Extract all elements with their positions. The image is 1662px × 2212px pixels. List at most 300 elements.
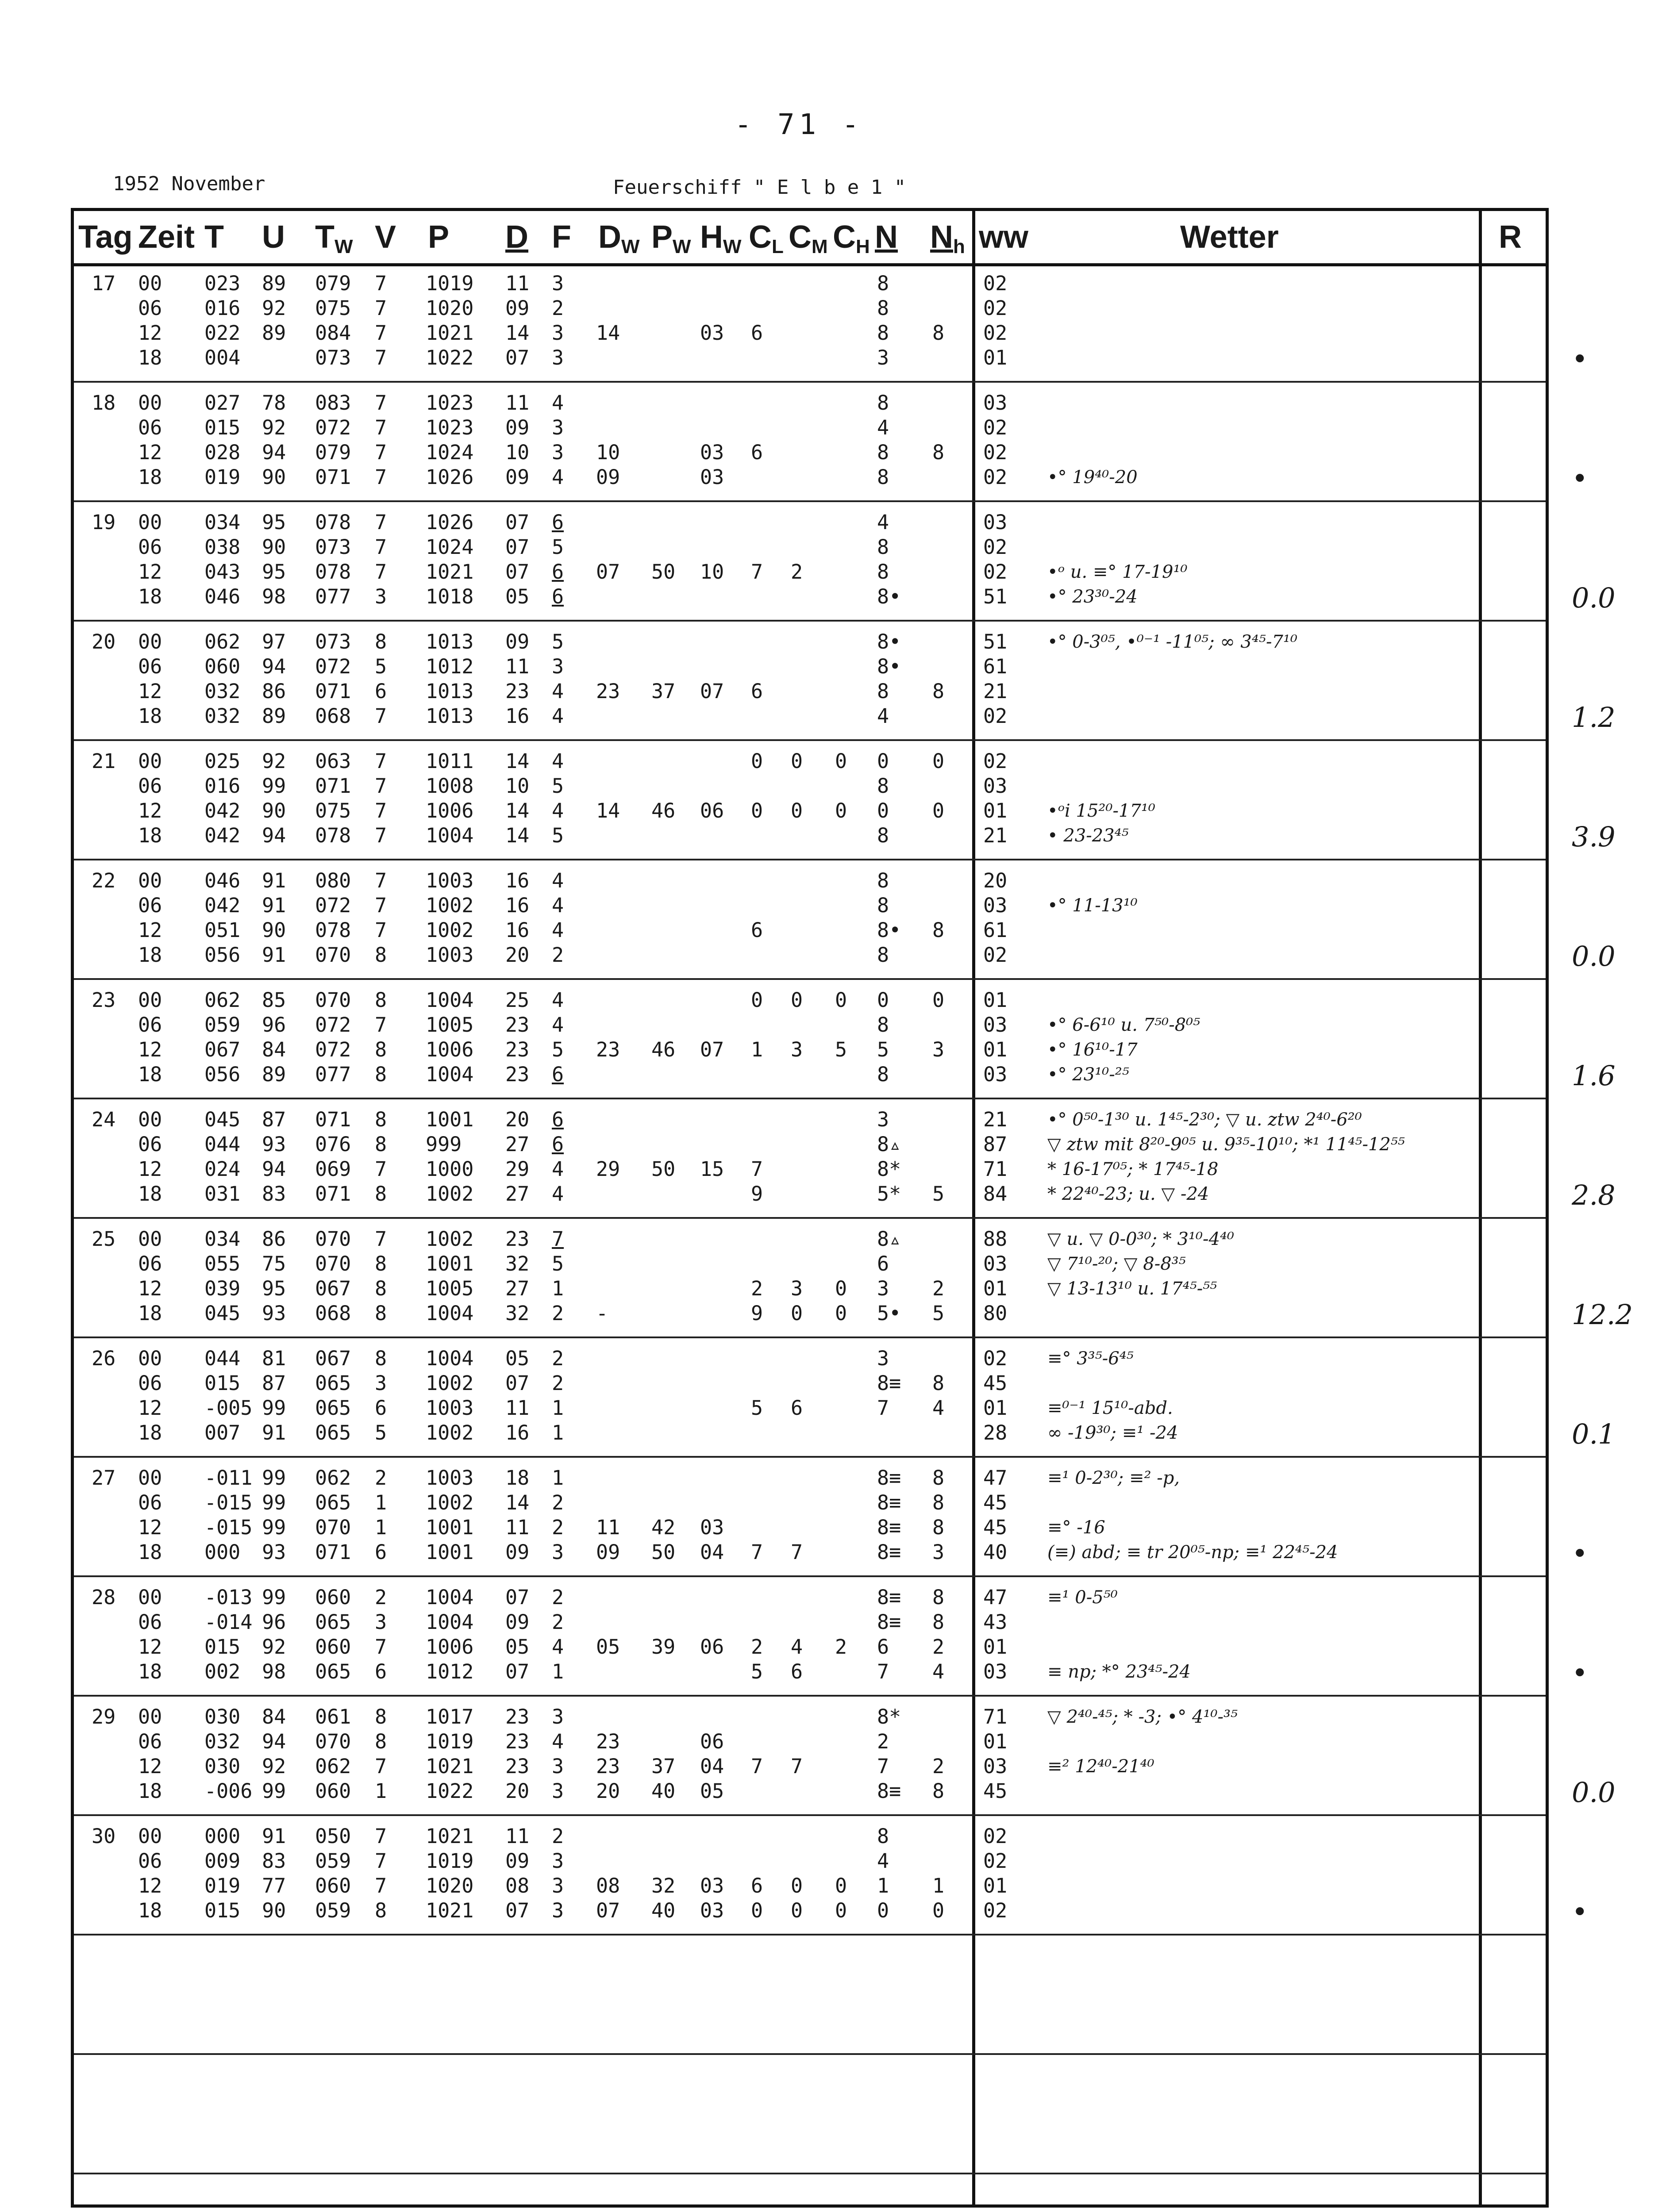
cell-cl: 0 — [751, 1899, 763, 1922]
cell-u: 84 — [262, 1705, 286, 1728]
cell-tw: 065 — [315, 1371, 351, 1395]
cell-n: 8 — [877, 560, 889, 584]
precipitation-r: 0.0 — [1572, 1776, 1616, 1809]
cell-d: 11 — [505, 1516, 530, 1539]
cell-n: 4 — [877, 416, 889, 439]
cell-zeit: 12 — [138, 1874, 162, 1897]
cell-n: 2 — [877, 1730, 889, 1753]
cell-u: 75 — [262, 1252, 286, 1275]
cell-tw: 080 — [315, 869, 351, 892]
cell-d: 10 — [505, 441, 530, 464]
cell-wetter: •° 0-3⁰⁵, •⁰⁻¹ -11⁰⁵; ∞ 3⁴⁵-7¹⁰ — [1047, 632, 1297, 652]
cell-hw: 03 — [700, 1899, 724, 1922]
cell-d: 09 — [505, 1540, 530, 1564]
cell-n: 8 — [877, 1013, 889, 1037]
cell-ww: 84 — [983, 1182, 1008, 1206]
cell-f: 6 — [552, 1108, 564, 1131]
cell-n: 8• — [877, 655, 901, 678]
cell-zeit: 12 — [138, 918, 162, 942]
day-group — [74, 741, 1616, 860]
cell-zeit: 00 — [138, 1824, 162, 1848]
cell-tw: 065 — [315, 1610, 351, 1634]
cell-f: 2 — [552, 296, 564, 320]
cell-ww: 03 — [983, 1063, 1008, 1086]
cell-wetter: •° 23³⁰-24 — [1047, 587, 1138, 607]
cell-v: 7 — [375, 1874, 387, 1897]
cell-dw: 08 — [596, 1874, 620, 1897]
cell-p: 1002 — [426, 1182, 474, 1206]
cell-u: 99 — [262, 1491, 286, 1514]
cell-ch: 0 — [835, 1874, 847, 1897]
day-number: 27 — [92, 1466, 116, 1490]
cell-ww: 02 — [983, 272, 1008, 295]
cell-d: 07 — [505, 560, 530, 584]
cell-cm: 4 — [791, 1635, 803, 1659]
precipitation-r: 0.0 — [1572, 582, 1616, 614]
cell-t: 062 — [204, 988, 241, 1012]
cell-n: 8* — [877, 1705, 901, 1728]
cell-n: 8 — [877, 824, 889, 847]
cell-t: 032 — [204, 680, 241, 703]
cell-cl: 7 — [751, 1157, 763, 1181]
cell-v: 7 — [375, 774, 387, 798]
cell-tw: 059 — [315, 1899, 351, 1922]
cell-t: 009 — [204, 1849, 241, 1873]
day-group — [74, 980, 1616, 1099]
col-pw: $P_W$ — [651, 219, 691, 257]
col-f: F — [552, 219, 571, 255]
cell-hw: 06 — [700, 799, 724, 822]
cell-hw: 05 — [700, 1779, 724, 1803]
cell-v: 7 — [375, 1227, 387, 1251]
cell-d: 08 — [505, 1874, 530, 1897]
cell-tw: 071 — [315, 1540, 351, 1564]
cell-p: 1019 — [426, 272, 474, 295]
cell-v: 7 — [375, 894, 387, 917]
cell-ww: 21 — [983, 680, 1008, 703]
cell-n: 8 — [877, 1063, 889, 1086]
cell-wetter: ▽ ztw mit 8²⁰-9⁰⁵ u. 9³⁵-10¹⁰; *¹ 11⁴⁵-12⁵⁵ — [1047, 1134, 1405, 1155]
cell-f: 3 — [552, 416, 564, 439]
cell-dw: 20 — [596, 1779, 620, 1803]
cell-u: 89 — [262, 321, 286, 345]
cell-p: 1004 — [426, 1063, 474, 1086]
cell-tw: 070 — [315, 1227, 351, 1251]
cell-pw: 46 — [651, 1038, 676, 1061]
cell-f: 2 — [552, 1347, 564, 1370]
cell-f: 6 — [552, 560, 564, 584]
cell-cm: 7 — [791, 1755, 803, 1778]
cell-p: 1003 — [426, 869, 474, 892]
cell-d: 09 — [505, 296, 530, 320]
cell-nh: 8 — [932, 680, 945, 703]
col-p: P — [428, 219, 450, 255]
cell-p: 1001 — [426, 1108, 474, 1131]
cell-wetter: ≡² 12⁴⁰-21⁴⁰ — [1047, 1756, 1154, 1777]
cell-cm: 7 — [791, 1540, 803, 1564]
cell-t: 034 — [204, 1227, 241, 1251]
cell-pw: 40 — [651, 1779, 676, 1803]
cell-p: 1021 — [426, 1755, 474, 1778]
cell-d: 09 — [505, 1849, 530, 1873]
cell-wetter: ▽ u. ▽ 0-0³⁰; * 3¹⁰-4⁴⁰ — [1047, 1229, 1235, 1249]
cell-hw: 04 — [700, 1755, 724, 1778]
cell-ww: 20 — [983, 869, 1008, 892]
col-zeit: Zeit — [138, 219, 195, 255]
cell-f: 4 — [552, 391, 564, 415]
cell-n: 8 — [877, 441, 889, 464]
cell-cm: 3 — [791, 1038, 803, 1061]
cell-ww: 03 — [983, 1252, 1008, 1275]
cell-d: 11 — [505, 1824, 530, 1848]
cell-d: 05 — [505, 585, 530, 608]
cell-u: 93 — [262, 1133, 286, 1156]
year-month: 1952 November — [113, 173, 265, 195]
cell-tw: 077 — [315, 1063, 351, 1086]
cell-wetter: •° 19⁴⁰-20 — [1047, 467, 1138, 488]
cell-cl: 5 — [751, 1396, 763, 1420]
cell-u: 96 — [262, 1013, 286, 1037]
cell-f: 4 — [552, 704, 564, 728]
cell-t: 055 — [204, 1252, 241, 1275]
cell-f: 3 — [552, 1849, 564, 1873]
cell-v: 7 — [375, 869, 387, 892]
cell-v: 7 — [375, 296, 387, 320]
cell-ww: 02 — [983, 943, 1008, 967]
cell-d: 20 — [505, 1108, 530, 1131]
cell-t: 043 — [204, 560, 241, 584]
cell-zeit: 18 — [138, 1063, 162, 1086]
cell-nh: 1 — [932, 1874, 945, 1897]
cell-ww: 03 — [983, 391, 1008, 415]
cell-d: 23 — [505, 1038, 530, 1061]
cell-nh: 5 — [932, 1182, 945, 1206]
cell-zeit: 18 — [138, 704, 162, 728]
cell-t: -011 — [204, 1466, 253, 1490]
cell-tw: 070 — [315, 1516, 351, 1539]
cell-n: 3 — [877, 1277, 889, 1300]
cell-ww: 71 — [983, 1157, 1008, 1181]
cell-n: 8≡ — [877, 1491, 901, 1514]
day-group — [74, 502, 1616, 622]
cell-d: 07 — [505, 346, 530, 369]
cell-v: 8 — [375, 1277, 387, 1300]
cell-ww: 01 — [983, 346, 1008, 369]
cell-zeit: 12 — [138, 799, 162, 822]
cell-v: 1 — [375, 1491, 387, 1514]
col-cm: $C_M$ — [789, 219, 828, 257]
col-ww: ww — [979, 219, 1029, 255]
cell-n: 4 — [877, 1849, 889, 1873]
cell-zeit: 18 — [138, 1899, 162, 1922]
cell-d: 09 — [505, 416, 530, 439]
cell-zeit: 00 — [138, 511, 162, 534]
cell-n: 6 — [877, 1635, 889, 1659]
cell-t: 024 — [204, 1157, 241, 1181]
cell-tw: 079 — [315, 272, 351, 295]
day-number: 26 — [92, 1347, 116, 1370]
cell-n: 8 — [877, 321, 889, 345]
day-number: 25 — [92, 1227, 116, 1251]
cell-tw: 065 — [315, 1421, 351, 1444]
cell-v: 6 — [375, 1660, 387, 1683]
cell-ch: 0 — [835, 988, 847, 1012]
cell-zeit: 12 — [138, 1635, 162, 1659]
cell-pw: 32 — [651, 1874, 676, 1897]
cell-tw: 072 — [315, 655, 351, 678]
cell-tw: 083 — [315, 391, 351, 415]
cell-n: 8▵ — [877, 1133, 901, 1156]
cell-tw: 071 — [315, 680, 351, 703]
cell-zeit: 00 — [138, 1586, 162, 1609]
cell-v: 7 — [375, 1013, 387, 1037]
day-group — [74, 1458, 1588, 1577]
cell-t: 022 — [204, 321, 241, 345]
cell-t: 028 — [204, 441, 241, 464]
cell-hw: 03 — [700, 321, 724, 345]
cell-v: 8 — [375, 988, 387, 1012]
cell-t: 059 — [204, 1013, 241, 1037]
cell-p: 1011 — [426, 749, 474, 773]
cell-d: 32 — [505, 1252, 530, 1275]
cell-zeit: 00 — [138, 1227, 162, 1251]
day-number: 30 — [92, 1824, 116, 1848]
cell-p: 1001 — [426, 1252, 474, 1275]
cell-f: 3 — [552, 1755, 564, 1778]
cell-wetter: * 22⁴⁰-23; u. ▽ -24 — [1047, 1184, 1209, 1204]
cell-p: 1004 — [426, 1347, 474, 1370]
cell-u: 91 — [262, 894, 286, 917]
cell-dw: 14 — [596, 321, 620, 345]
cell-d: 20 — [505, 943, 530, 967]
cell-dw: - — [596, 1302, 608, 1325]
cell-cm: 0 — [791, 799, 803, 822]
cell-d: 05 — [505, 1635, 530, 1659]
cell-u: 94 — [262, 824, 286, 847]
cell-tw: 060 — [315, 1635, 351, 1659]
cell-p: 1006 — [426, 799, 474, 822]
cell-zeit: 06 — [138, 1013, 162, 1037]
cell-v: 7 — [375, 560, 387, 584]
cell-pw: 50 — [651, 1540, 676, 1564]
cell-zeit: 12 — [138, 1516, 162, 1539]
cell-cm: 0 — [791, 1302, 803, 1325]
cell-v: 8 — [375, 1899, 387, 1922]
cell-cl: 0 — [751, 988, 763, 1012]
cell-ww: 87 — [983, 1133, 1008, 1156]
cell-wetter: ▽ 7¹⁰-²⁰; ▽ 8-8³⁵ — [1047, 1254, 1186, 1274]
cell-zeit: 12 — [138, 1157, 162, 1181]
cell-d: 23 — [505, 1227, 530, 1251]
cell-ww: 02 — [983, 704, 1008, 728]
cell-ch: 0 — [835, 749, 847, 773]
cell-f: 3 — [552, 655, 564, 678]
cell-d: 23 — [505, 1705, 530, 1728]
cell-n: 8 — [877, 391, 889, 415]
cell-ww: 45 — [983, 1779, 1008, 1803]
cell-f: 2 — [552, 1371, 564, 1395]
cell-pw: 37 — [651, 680, 676, 703]
col-dw: $D_W$ — [598, 219, 640, 257]
cell-v: 7 — [375, 441, 387, 464]
cell-u: 90 — [262, 465, 286, 489]
cell-n: 8≡ — [877, 1540, 901, 1564]
cell-t: 042 — [204, 824, 241, 847]
cell-f: 6 — [552, 1063, 564, 1086]
cell-t: 046 — [204, 585, 241, 608]
cell-p: 1012 — [426, 655, 474, 678]
cell-cm: 0 — [791, 1899, 803, 1922]
cell-p: 1002 — [426, 894, 474, 917]
cell-v: 2 — [375, 1466, 387, 1490]
cell-ww: 02 — [983, 416, 1008, 439]
cell-nh: 8 — [932, 1491, 945, 1514]
cell-u: 99 — [262, 1779, 286, 1803]
cell-d: 11 — [505, 655, 530, 678]
cell-cl: 0 — [751, 799, 763, 822]
cell-hw: 03 — [700, 1874, 724, 1897]
cell-u: 98 — [262, 1660, 286, 1683]
cell-dw: 09 — [596, 465, 620, 489]
cell-n: 8≡ — [877, 1586, 901, 1609]
col-n: N — [875, 219, 898, 255]
cell-v: 1 — [375, 1516, 387, 1539]
cell-ww: 01 — [983, 1635, 1008, 1659]
cell-tw: 078 — [315, 560, 351, 584]
cell-zeit: 00 — [138, 630, 162, 653]
cell-f: 3 — [552, 346, 564, 369]
cell-p: 1023 — [426, 416, 474, 439]
col-tag: Tag — [78, 219, 133, 255]
cell-t: 023 — [204, 272, 241, 295]
cell-dw: 23 — [596, 680, 620, 703]
cell-zeit: 06 — [138, 1371, 162, 1395]
cell-f: 5 — [552, 630, 564, 653]
cell-t: 030 — [204, 1755, 241, 1778]
cell-d: 16 — [505, 894, 530, 917]
cell-t: 019 — [204, 465, 241, 489]
cell-v: 2 — [375, 1586, 387, 1609]
cell-p: 1002 — [426, 1491, 474, 1514]
cell-p: 1001 — [426, 1516, 474, 1539]
cell-v: 8 — [375, 1302, 387, 1325]
cell-u: 95 — [262, 560, 286, 584]
cell-tw: 062 — [315, 1466, 351, 1490]
cell-u: 90 — [262, 1899, 286, 1922]
cell-u: 85 — [262, 988, 286, 1012]
cell-d: 27 — [505, 1277, 530, 1300]
cell-p: 1013 — [426, 704, 474, 728]
cell-n: 8 — [877, 296, 889, 320]
cell-t: 062 — [204, 630, 241, 653]
cell-v: 7 — [375, 749, 387, 773]
cell-zeit: 18 — [138, 1779, 162, 1803]
cell-wetter: •ᵒi 15²⁰-17¹⁰ — [1047, 801, 1155, 821]
day-group — [74, 1577, 1588, 1697]
cell-ww: 51 — [983, 630, 1008, 653]
cell-t: 034 — [204, 511, 241, 534]
cell-v: 7 — [375, 346, 387, 369]
cell-cl: 2 — [751, 1277, 763, 1300]
cell-zeit: 12 — [138, 680, 162, 703]
col-u: U — [262, 219, 285, 255]
cell-v: 7 — [375, 416, 387, 439]
cell-tw: 059 — [315, 1849, 351, 1873]
cell-pw: 50 — [651, 1157, 676, 1181]
day-number: 24 — [92, 1108, 116, 1131]
cell-p: 1019 — [426, 1849, 474, 1873]
cell-hw: 10 — [700, 560, 724, 584]
cell-nh: 8 — [932, 918, 945, 942]
cell-d: 07 — [505, 1586, 530, 1609]
weather-log-table — [71, 208, 1633, 2208]
cell-f: 3 — [552, 1899, 564, 1922]
cell-nh: 2 — [932, 1635, 945, 1659]
col-t: T — [204, 219, 224, 255]
cell-p: 1021 — [426, 1824, 474, 1848]
cell-ww: 01 — [983, 1277, 1008, 1300]
precipitation-r: • — [1572, 1537, 1588, 1570]
cell-u: 95 — [262, 511, 286, 534]
cell-p: 1001 — [426, 1540, 474, 1564]
day-number: 28 — [92, 1586, 116, 1609]
cell-dw: 23 — [596, 1038, 620, 1061]
cell-u: 94 — [262, 655, 286, 678]
precipitation-r: 0.1 — [1572, 1418, 1616, 1450]
cell-tw: 067 — [315, 1347, 351, 1370]
cell-tw: 069 — [315, 1157, 351, 1181]
col-cl: $C_L$ — [749, 219, 784, 257]
cell-zeit: 00 — [138, 1705, 162, 1728]
cell-n: 8 — [877, 869, 889, 892]
cell-u: 86 — [262, 680, 286, 703]
cell-cl: 7 — [751, 560, 763, 584]
cell-cl: 2 — [751, 1635, 763, 1659]
cell-n: 8 — [877, 1824, 889, 1848]
cell-t: 027 — [204, 391, 241, 415]
cell-n: 5* — [877, 1182, 901, 1206]
cell-n: 0 — [877, 799, 889, 822]
cell-v: 7 — [375, 704, 387, 728]
cell-v: 7 — [375, 799, 387, 822]
cell-v: 8 — [375, 1730, 387, 1753]
cell-t: 039 — [204, 1277, 241, 1300]
cell-p: 1005 — [426, 1013, 474, 1037]
cell-t: 044 — [204, 1347, 241, 1370]
cell-f: 3 — [552, 441, 564, 464]
cell-u: 99 — [262, 1396, 286, 1420]
cell-n: 8≡ — [877, 1516, 901, 1539]
cell-f: 1 — [552, 1466, 564, 1490]
cell-zeit: 18 — [138, 465, 162, 489]
cell-p: 1003 — [426, 1396, 474, 1420]
cell-wetter: ≡¹ 0-5⁵⁰ — [1047, 1587, 1118, 1608]
cell-ww: 21 — [983, 1108, 1008, 1131]
cell-nh: 4 — [932, 1396, 945, 1420]
cell-f: 3 — [552, 1779, 564, 1803]
cell-p: 1012 — [426, 1660, 474, 1683]
precipitation-r: 0.0 — [1572, 940, 1616, 972]
cell-n: 8≡ — [877, 1371, 901, 1395]
cell-v: 3 — [375, 585, 387, 608]
cell-zeit: 12 — [138, 321, 162, 345]
cell-n: 8▵ — [877, 1227, 901, 1251]
cell-v: 1 — [375, 1779, 387, 1803]
cell-p: 1004 — [426, 1610, 474, 1634]
cell-ww: 02 — [983, 535, 1008, 559]
day-number: 20 — [92, 630, 116, 653]
cell-v: 8 — [375, 943, 387, 967]
